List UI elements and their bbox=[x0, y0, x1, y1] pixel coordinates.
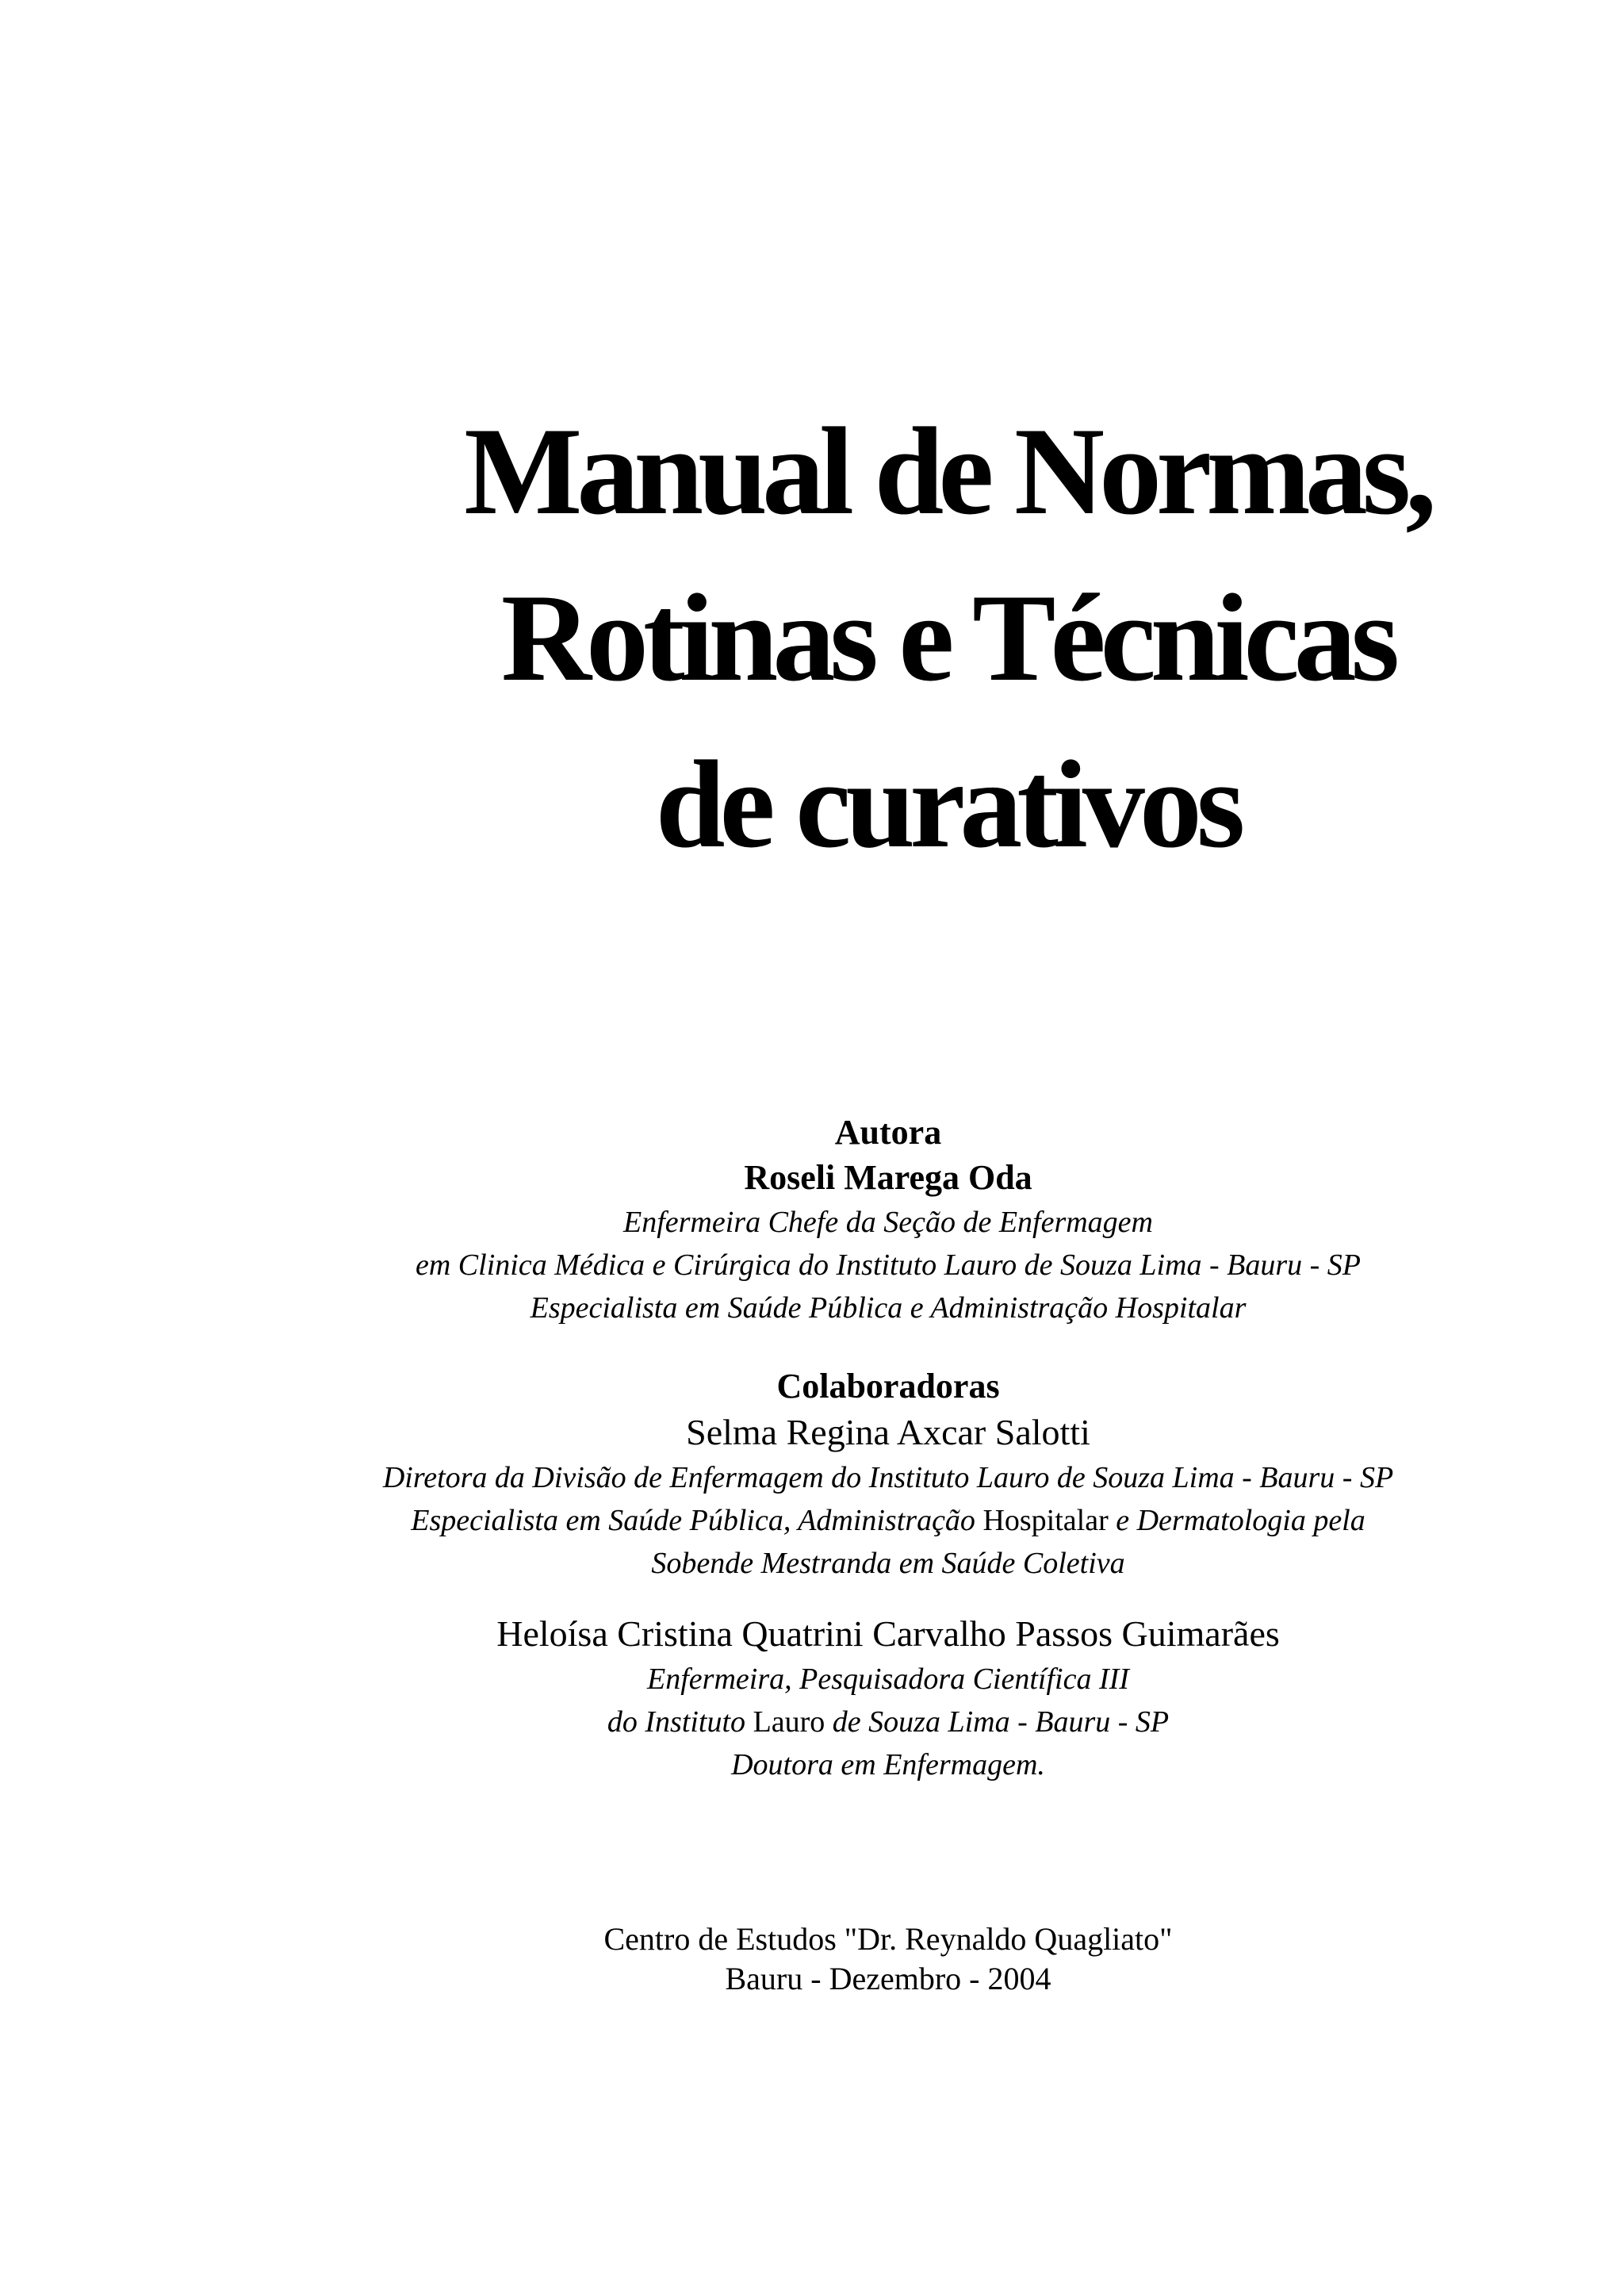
collaborator-2-description-2c: de Souza Lima - Bauru - SP bbox=[832, 1705, 1170, 1739]
author-description-1: Enfermeira Chefe da Seção de Enfermagem bbox=[623, 1206, 1153, 1239]
author-heading: Autora bbox=[834, 1113, 942, 1152]
collaborators-section bbox=[238, 1364, 1538, 1585]
author-name: Roseli Marega Oda bbox=[744, 1158, 1032, 1197]
collaborator-1-description-2c: e Dermatologia pela bbox=[1116, 1504, 1365, 1537]
author-description-3: Especialista em Saúde Pública e Administração Hospitalar bbox=[530, 1291, 1247, 1325]
title-line-1: Manual de Normas, bbox=[464, 402, 1431, 541]
collaborator-1-description-1: Diretora da Divisão de Enfermagem do Instituto Lauro de Souza Lima - Bauru - SP bbox=[382, 1461, 1394, 1494]
collaborator-1-description-3: Sobende Mestranda em Saúde Coletiva bbox=[651, 1547, 1125, 1580]
author-section bbox=[238, 1110, 1538, 1329]
collaborator-2-name: Heloísa Cristina Quatrini Carvalho Passos Guimarães bbox=[496, 1613, 1280, 1654]
collaborator-2-description-2b: Lauro bbox=[753, 1705, 825, 1739]
title-line-3: de curativos bbox=[655, 735, 1240, 874]
publication-info bbox=[238, 1919, 1538, 1999]
collaborator-2-description-2 bbox=[238, 1701, 1538, 1743]
place-date-line: Bauru - Dezembro - 2004 bbox=[725, 1961, 1051, 1996]
publisher-line: Centro de Estudos "Dr. Reynaldo Quagliato" bbox=[603, 1921, 1173, 1957]
collaborator-1-name: Selma Regina Axcar Salotti bbox=[686, 1412, 1090, 1452]
title-line-2: Rotinas e Técnicas bbox=[500, 569, 1395, 708]
collaborator-2-description-3: Doutora em Enfermagem. bbox=[731, 1748, 1045, 1781]
collaborator-1-description-2 bbox=[238, 1499, 1538, 1542]
document-title bbox=[396, 389, 1499, 888]
author-description-2: em Clinica Médica e Cirúrgica do Instituto Lauro de Souza Lima - Bauru - SP bbox=[416, 1248, 1361, 1282]
collaborators-heading: Colaboradoras bbox=[776, 1367, 1000, 1406]
collaborator-2-section bbox=[238, 1610, 1538, 1786]
collaborator-1-description-2b: Hospitalar bbox=[982, 1504, 1109, 1537]
collaborator-1-description-2a: Especialista em Saúde Pública, Administração bbox=[411, 1504, 975, 1537]
collaborator-2-description-2a: do Instituto bbox=[607, 1705, 746, 1739]
collaborator-2-description-1: Enfermeira, Pesquisadora Científica III bbox=[647, 1662, 1129, 1696]
